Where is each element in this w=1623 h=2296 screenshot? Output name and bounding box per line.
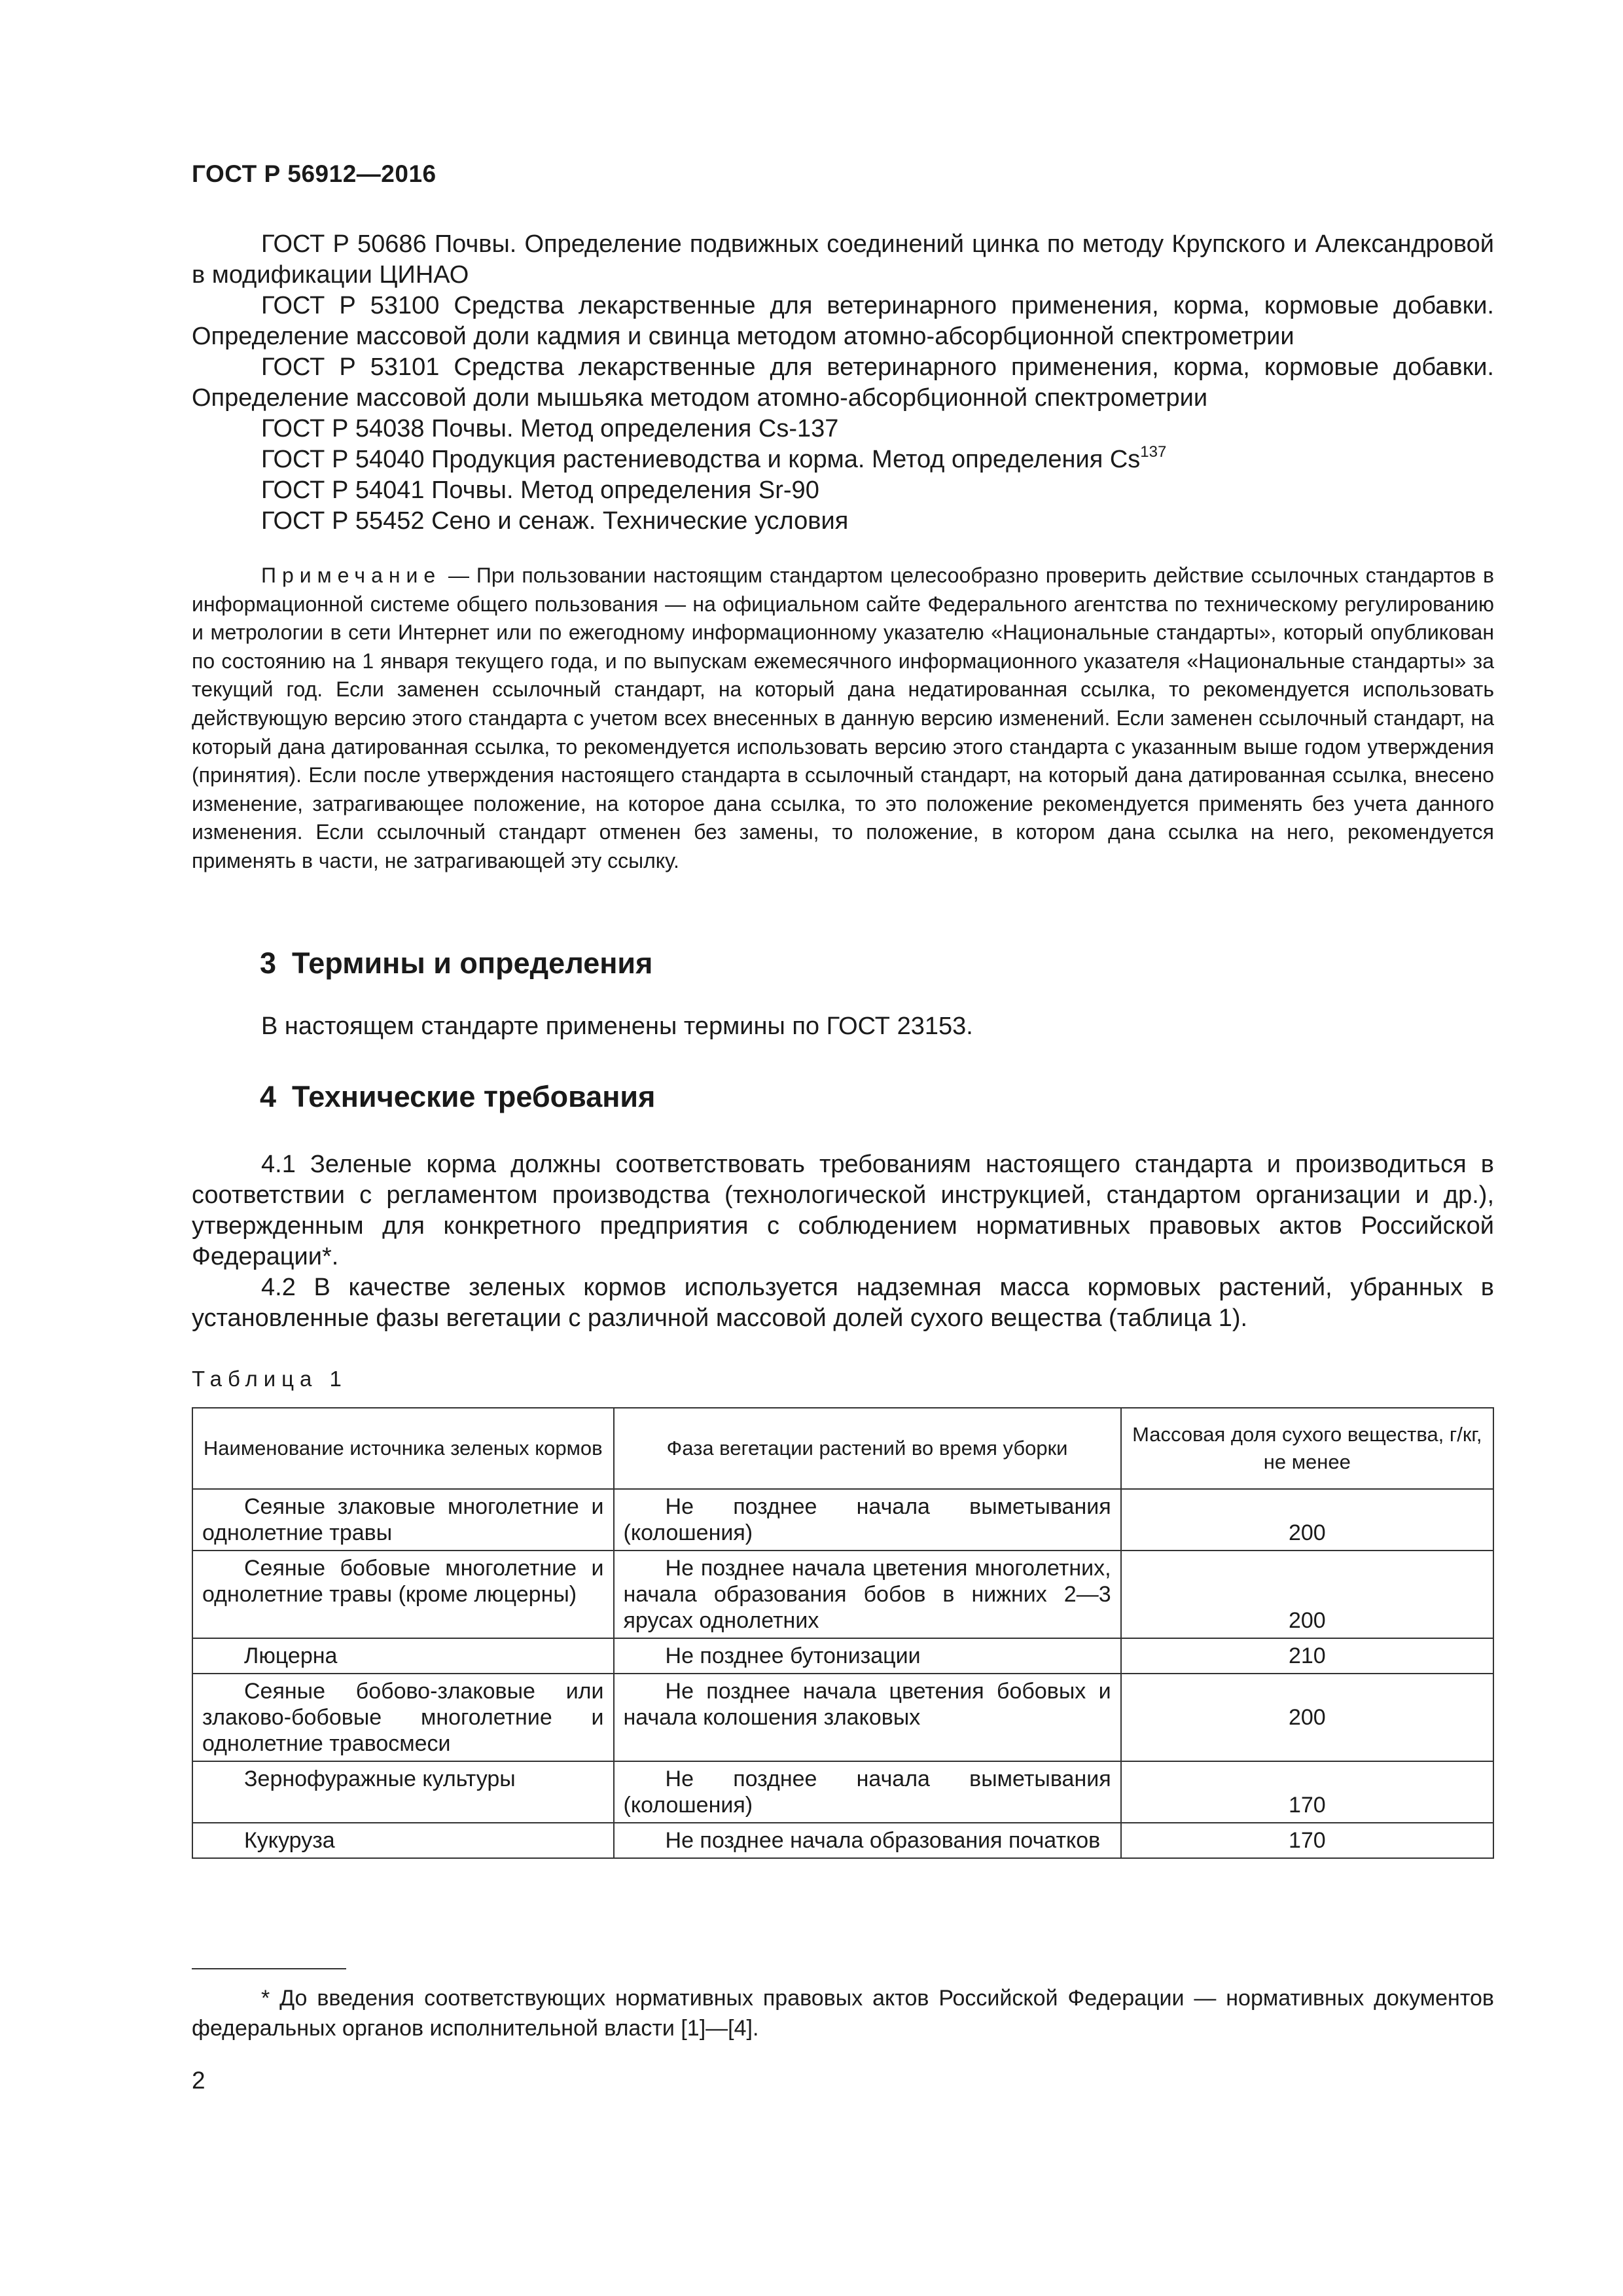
- column-header: Фаза вегетации растений во время уборки: [614, 1408, 1121, 1489]
- phase-cell: Не позднее начала выметывания (колошения): [614, 1761, 1121, 1823]
- page-number: 2: [192, 2067, 205, 2094]
- phase-cell: Не позднее начала выметывания (колошения): [614, 1489, 1121, 1551]
- note-label: Примечание: [261, 564, 442, 587]
- paragraph-4-2: 4.2 В качестве зеленых кормов используется надземная масса кормовых растений, убранных в установленные фазы вегетации с различной массовой долей сухого вещества (таблица 1).: [192, 1274, 1494, 1332]
- phase-cell: Не позднее бутонизации: [614, 1638, 1121, 1674]
- column-header: Массовая доля сухого вещества, г/кг, не менее: [1121, 1408, 1493, 1489]
- source-cell: Сеяные злаковые многолетние и однолетние травы: [192, 1489, 614, 1551]
- table-row: [192, 1823, 1493, 1858]
- green-feed-table: [192, 1407, 1494, 1859]
- reference-item: ГОСТ Р 53100 Средства лекарственные для ветеринарного применения, корма, кормовые добавки. Определение массовой доли кадмия и свинца методом атомно-абсорбционной спектрометрии: [192, 292, 1494, 350]
- section-number: 4: [260, 1080, 277, 1113]
- paragraph: В настоящем стандарте применены термины по ГОСТ 23153.: [261, 1013, 973, 1040]
- paragraph-4-1: 4.1 Зеленые корма должны соответствовать требованиям настоящего стандарта и производиться в соответствии с регламентом производства (технологической инструкцией, стандартом организации и др.), утвержденным для конкретного предприятия с соблюдением нормативных правовых актов Российской Федерации*.: [192, 1151, 1494, 1270]
- table-header-row: [192, 1408, 1493, 1489]
- section-title: Технические требования: [292, 1080, 656, 1113]
- column-header: Наименование источника зеленых кормов: [192, 1408, 614, 1489]
- section-4-body: [192, 1149, 1494, 1334]
- isotope-superscript: 137: [1140, 443, 1167, 461]
- phase-cell: Не позднее начала цветения многолетних, начала образования бобов в нижних 2—3 ярусах однолетних: [614, 1551, 1121, 1638]
- value-cell: 200: [1121, 1674, 1493, 1761]
- normative-references-list: [192, 229, 1494, 537]
- section-3-heading: [260, 946, 652, 980]
- footnote-divider: [192, 1968, 346, 1969]
- value-cell: 200: [1121, 1489, 1493, 1551]
- source-cell: Сеяные бобово-злаковые или злаково-бобовые многолетние и однолетние травосмеси: [192, 1674, 614, 1761]
- table-row: [192, 1761, 1493, 1823]
- value-cell: 200: [1121, 1551, 1493, 1638]
- reference-item: ГОСТ Р 54038 Почвы. Метод определения Cs-137: [261, 415, 839, 442]
- value-cell: 170: [1121, 1761, 1493, 1823]
- footnote: * До введения соответствующих нормативных правовых актов Российской Федерации — нормативных документов федеральных органов исполнительной власти [1]—[4].: [192, 1986, 1494, 2041]
- section-title: Термины и определения: [292, 946, 653, 980]
- reference-text: ГОСТ Р 54040 Продукция растениеводства и корма. Метод определения Cs: [261, 446, 1141, 473]
- source-cell: Люцерна: [192, 1638, 614, 1674]
- table-row: [192, 1489, 1493, 1551]
- note-block: [192, 562, 1494, 876]
- reference-item: ГОСТ Р 54041 Почвы. Метод определения Sr-90: [261, 476, 819, 504]
- reference-item: ГОСТ Р 53101 Средства лекарственные для ветеринарного применения, корма, кормовые добавки. Определение массовой доли мышьяка методом атомно-абсорбционной спектрометрии: [192, 353, 1494, 412]
- value-cell: 170: [1121, 1823, 1493, 1858]
- reference-item: ГОСТ Р 55452 Сено и сенаж. Технические условия: [261, 507, 849, 535]
- table-row: [192, 1638, 1493, 1674]
- reference-item: [192, 444, 1494, 475]
- source-cell: Зернофуражные культуры: [192, 1761, 614, 1823]
- phase-cell: Не позднее начала образования початков: [614, 1823, 1121, 1858]
- reference-item: ГОСТ Р 50686 Почвы. Определение подвижных соединений цинка по методу Крупского и Александровой в модификации ЦИНАО: [192, 230, 1494, 289]
- table-row: [192, 1674, 1493, 1761]
- section-3-body: [192, 1011, 1494, 1042]
- section-number: 3: [260, 946, 277, 980]
- source-cell: Сеяные бобовые многолетние и однолетние травы (кроме люцерны): [192, 1551, 614, 1638]
- value-cell: 210: [1121, 1638, 1493, 1674]
- table-caption: Таблица 1: [192, 1367, 348, 1391]
- phase-cell: Не позднее начала цветения бобовых и начала колошения злаковых: [614, 1674, 1121, 1761]
- note-text: — При пользовании настоящим стандартом целесообразно проверить действие ссылочных стандартов в информационной системе общего пользования — на официальном сайте Федерального агентства по техническому регулированию и метрологии в сети Интернет или по ежегодному информационному указателю «Национальные стандарты», который опубликован по состоянию на 1 января текущего года, и по выпускам ежемесячного информационного указателя «Национальные стандарты» за текущий год. Если заменен ссылочный стандарт, на который дана недатированная ссылка, то рекомендуется использовать действующую версию этого стандарта с учетом всех внесенных в данную версию изменений. Если заменен ссылочный стандарт, на который дана датированная ссылка, то рекомендуется использовать версию этого стандарта с указанным выше годом утверждения (принятия). Если после утверждения настоящего стандарта в ссылочный стандарт, на который дана датированная ссылка, внесено изменение, затрагивающее положение, на которое дана ссылка, то это положение рекомендуется применять без учета данного изменения. Если ссылочный стандарт отменен без замены, то положение, в котором дана ссылка на него, рекомендуется применять в части, не затрагивающей эту ссылку.: [192, 564, 1494, 872]
- source-cell: Кукуруза: [192, 1823, 614, 1858]
- table-row: [192, 1551, 1493, 1638]
- section-4-heading: [260, 1080, 655, 1114]
- document-header: ГОСТ Р 56912—2016: [192, 160, 437, 187]
